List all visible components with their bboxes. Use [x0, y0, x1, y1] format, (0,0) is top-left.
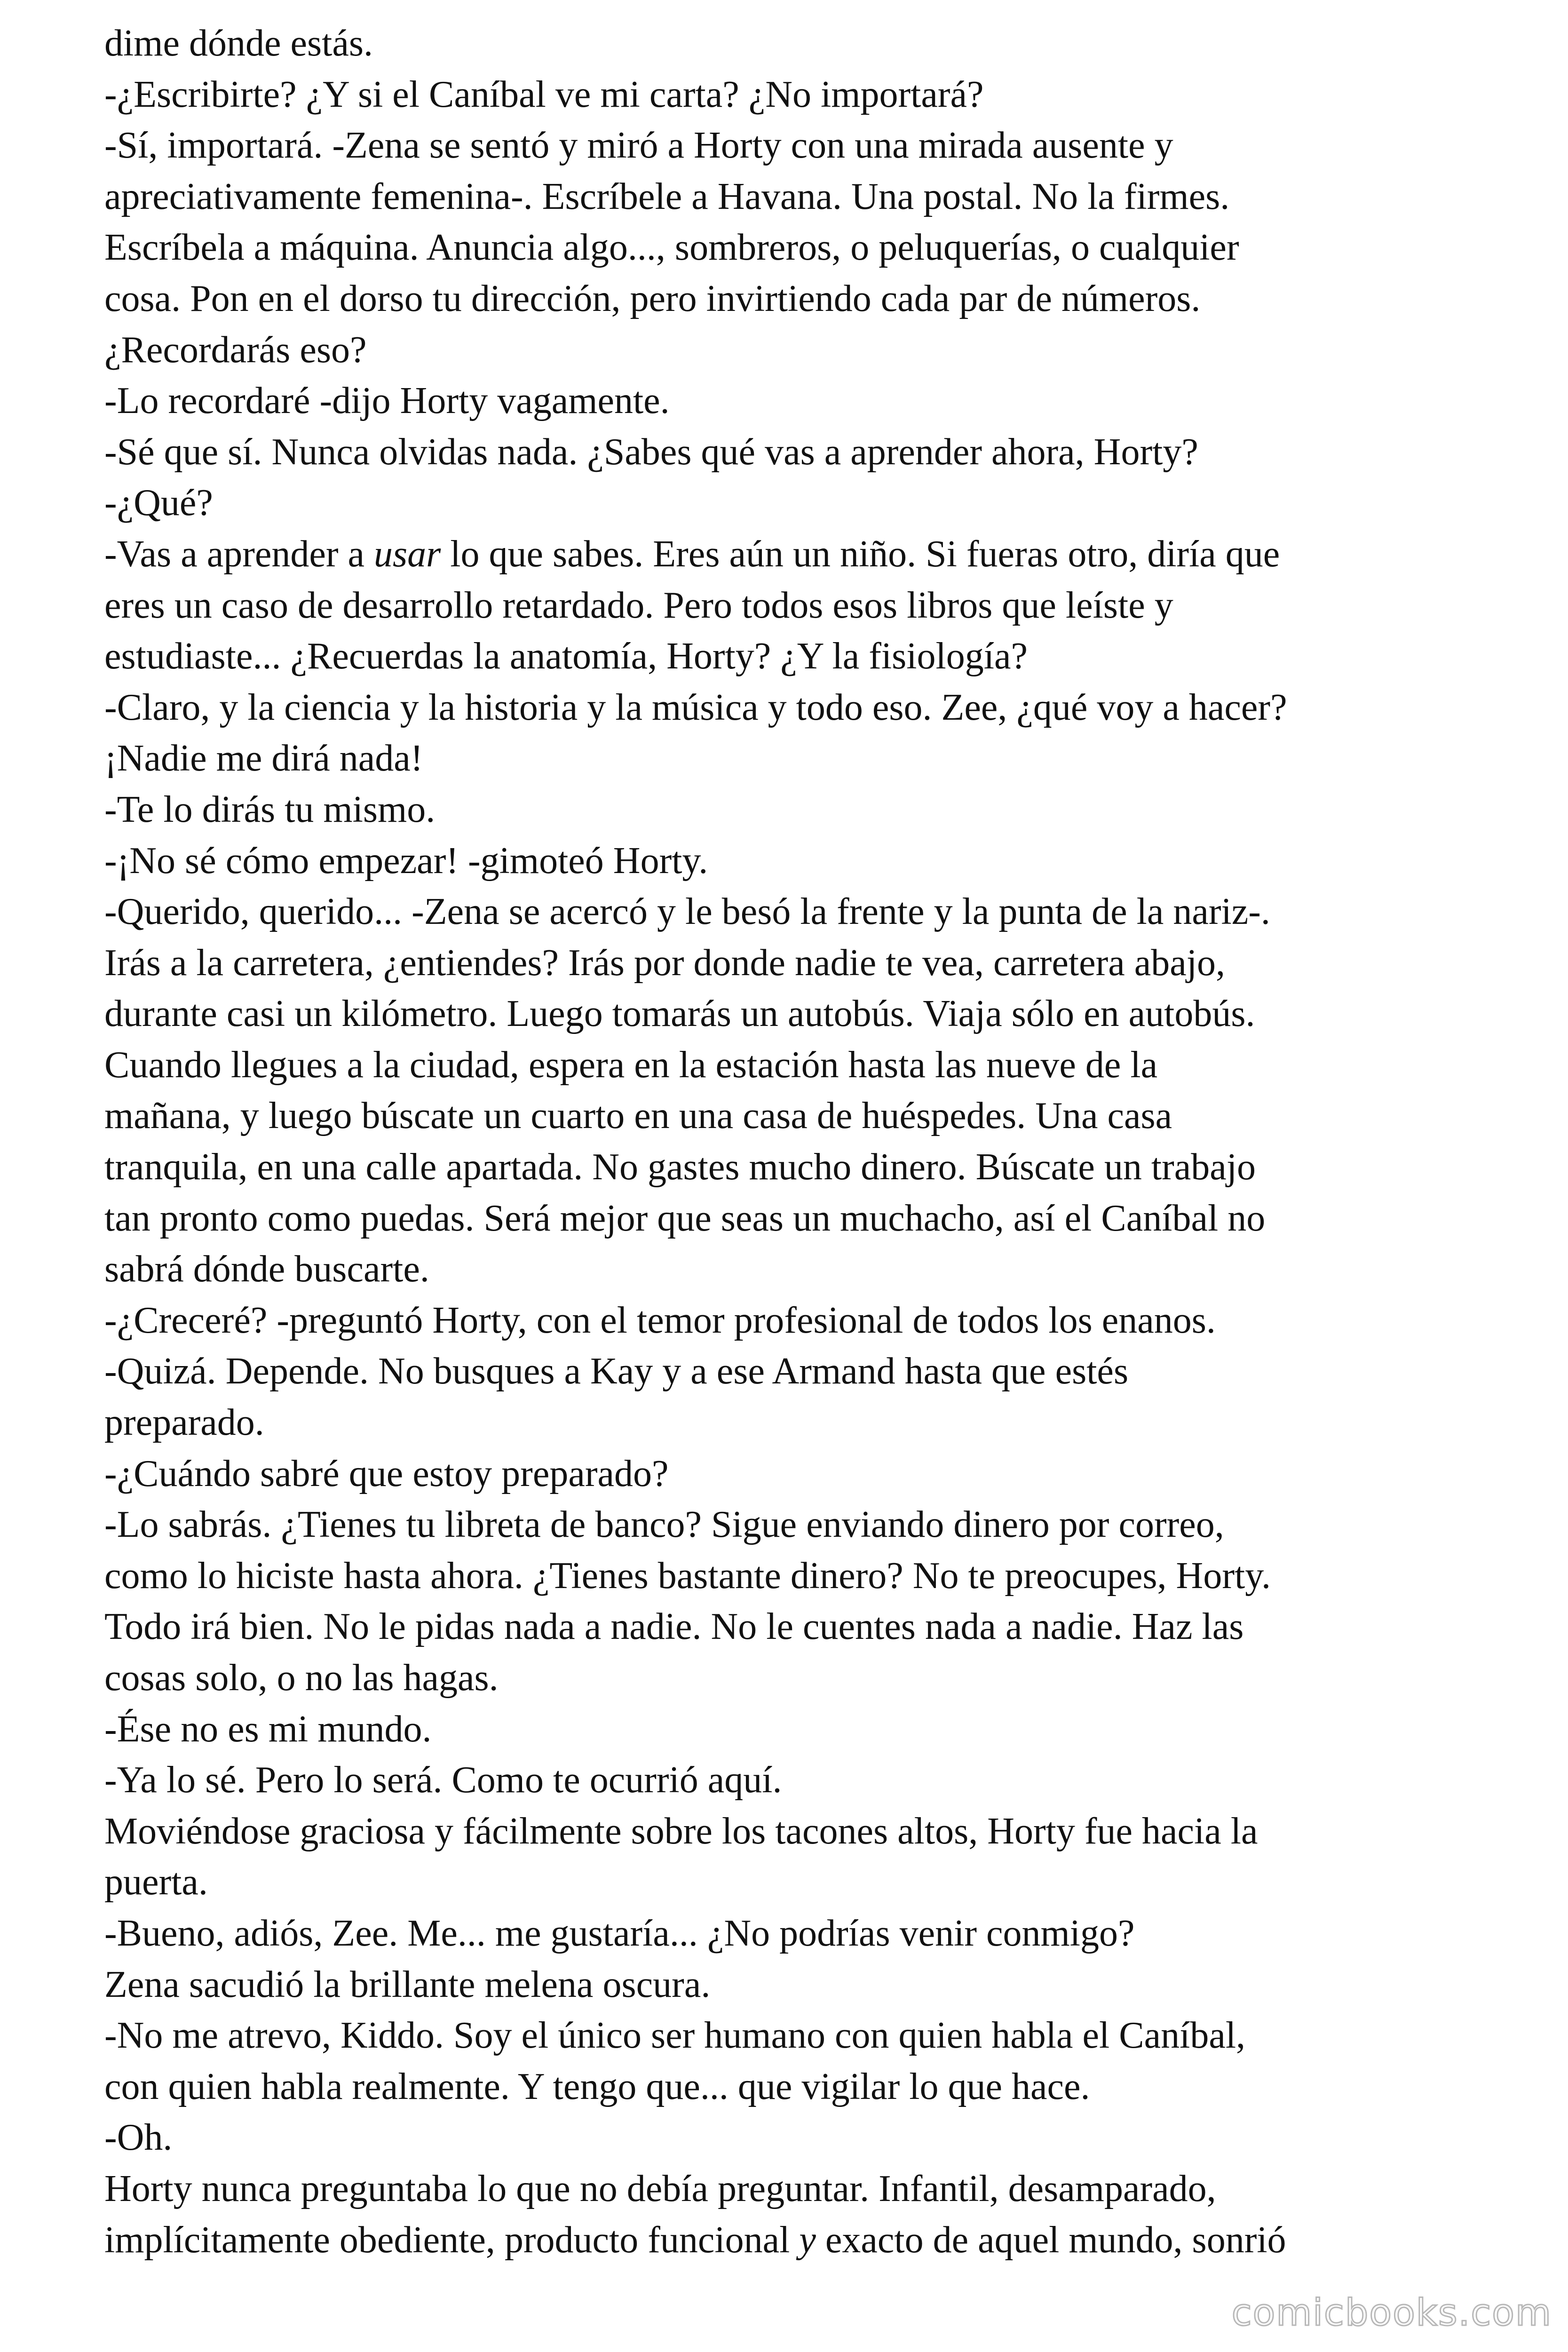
text-segment: -Sé que sí. Nunca olvidas nada. ¿Sabes qué vas a aprender ahora, Horty? — [104, 431, 1198, 473]
text-segment: ¿Recordarás eso? — [104, 329, 367, 371]
text-line — [104, 1499, 1525, 1550]
text-line — [104, 2061, 1525, 2113]
text-segment: exacto de aquel mundo, sonrió — [816, 2219, 1286, 2261]
text-line — [104, 1448, 1525, 1500]
text-line — [104, 784, 1525, 835]
text-segment: -Claro, y la ciencia y la historia y la música y todo eso. Zee, ¿qué voy a hacer? — [104, 686, 1287, 728]
text-line — [104, 835, 1525, 887]
text-line — [104, 1857, 1525, 1908]
watermark: comicbooks.com — [1231, 2292, 1552, 2334]
text-line — [104, 580, 1525, 631]
text-segment: -No me atrevo, Kiddo. Soy el único ser humano con quien habla el Caníbal, — [104, 2015, 1246, 2057]
text-line — [104, 18, 1525, 69]
text-line — [104, 1397, 1525, 1448]
text-segment: mañana, y luego búscate un cuarto en una casa de huéspedes. Una casa — [104, 1095, 1172, 1137]
text-line — [104, 1601, 1525, 1653]
text-segment: -Vas a aprender a — [104, 533, 374, 575]
text-segment: Cuando llegues a la ciudad, espera en la estación hasta las nueve de la — [104, 1044, 1158, 1086]
italic-text: y — [799, 2219, 816, 2261]
text-segment: apreciativamente femenina-. Escríbele a Havana. Una postal. No la firmes. — [104, 175, 1230, 217]
text-segment: Moviéndose graciosa y fácilmente sobre los tacones altos, Horty fue hacia la — [104, 1810, 1258, 1852]
text-line — [104, 1959, 1525, 2010]
text-segment: -Bueno, adiós, Zee. Me... me gustaría... ¿No podrías venir conmigo? — [104, 1912, 1135, 1954]
text-line — [104, 2112, 1525, 2163]
text-segment: -¿Qué? — [104, 482, 213, 524]
text-segment: ¡Nadie me dirá nada! — [104, 738, 423, 779]
text-segment: Zena sacudió la brillante melena oscura. — [104, 1963, 711, 2005]
body-text — [104, 18, 1525, 2265]
text-segment: -Oh. — [104, 2117, 173, 2159]
text-segment: -Lo recordaré -dijo Horty vagamente. — [104, 380, 670, 422]
text-segment: sabrá dónde buscarte. — [104, 1248, 429, 1290]
text-line — [104, 682, 1525, 733]
text-segment: con quien habla realmente. Y tengo que... que vigilar lo que hace. — [104, 2066, 1090, 2107]
text-line — [104, 69, 1525, 120]
text-segment: Escríbela a máquina. Anuncia algo..., sombreros, o peluquerías, o cualquier — [104, 227, 1239, 269]
text-line — [104, 171, 1525, 222]
text-segment: -Te lo dirás tu mismo. — [104, 788, 436, 830]
text-line — [104, 631, 1525, 682]
text-line — [104, 1193, 1525, 1244]
text-line — [104, 1040, 1525, 1091]
text-line — [104, 427, 1525, 478]
text-line — [104, 1704, 1525, 1755]
text-line — [104, 1653, 1525, 1704]
text-line — [104, 325, 1525, 376]
text-segment: implícitamente obediente, producto funcional — [104, 2219, 800, 2261]
text-segment: dime dónde estás. — [104, 23, 373, 64]
text-segment: Irás a la carretera, ¿entiendes? Irás por donde nadie te vea, carretera abajo, — [104, 942, 1225, 984]
text-segment: Todo irá bien. No le pidas nada a nadie. No le cuentes nada a nadie. Haz las — [104, 1606, 1244, 1648]
text-line — [104, 1244, 1525, 1295]
text-line — [104, 733, 1525, 784]
text-segment: lo que sabes. Eres aún un niño. Si fueras otro, diría que — [441, 533, 1280, 575]
text-segment: durante casi un kilómetro. Luego tomarás un autobús. Viaja sólo en autobús. — [104, 993, 1255, 1035]
text-segment: estudiaste... ¿Recuerdas la anatomía, Horty? ¿Y la fisiología? — [104, 636, 1028, 677]
text-line — [104, 273, 1525, 325]
text-line — [104, 2010, 1525, 2061]
text-segment: -Sí, importará. -Zena se sentó y miró a Horty con una mirada ausente y — [104, 125, 1173, 167]
text-segment: eres un caso de desarrollo retardado. Pero todos esos libros que leíste y — [104, 584, 1173, 626]
text-segment: -¡No sé cómo empezar! -gimoteó Horty. — [104, 840, 708, 882]
text-segment: -¿Escribirte? ¿Y si el Caníbal ve mi carta? ¿No importará? — [104, 73, 984, 115]
text-line — [104, 477, 1525, 529]
text-line — [104, 938, 1525, 989]
text-segment: -Querido, querido... -Zena se acercó y le besó la frente y la punta de la nariz-. — [104, 891, 1270, 933]
text-line — [104, 1295, 1525, 1346]
text-line — [104, 375, 1525, 427]
text-line — [104, 222, 1525, 273]
text-segment: -¿Cuándo sabré que estoy preparado? — [104, 1453, 669, 1494]
text-segment: -Quizá. Depende. No busques a Kay y a ese Armand hasta que estés — [104, 1351, 1129, 1392]
text-line — [104, 529, 1525, 580]
text-segment: preparado. — [104, 1402, 264, 1444]
text-segment: cosas solo, o no las hagas. — [104, 1657, 499, 1699]
text-line — [104, 1142, 1525, 1193]
text-segment: cosa. Pon en el dorso tu dirección, pero invirtiendo cada par de números. — [104, 278, 1201, 319]
text-segment: puerta. — [104, 1861, 208, 1903]
text-line — [104, 886, 1525, 938]
text-line — [104, 2163, 1525, 2215]
text-segment: -Ya lo sé. Pero lo será. Como te ocurrió aquí. — [104, 1759, 782, 1801]
text-line — [104, 1908, 1525, 1959]
text-segment: tranquila, en una calle apartada. No gastes mucho dinero. Búscate un trabajo — [104, 1146, 1256, 1188]
text-segment: como lo hiciste hasta ahora. ¿Tienes bastante dinero? No te preocupes, Horty. — [104, 1555, 1271, 1597]
text-segment: tan pronto como puedas. Será mejor que seas un muchacho, así el Caníbal no — [104, 1197, 1266, 1239]
text-line — [104, 1755, 1525, 1806]
text-line — [104, 2215, 1525, 2266]
text-line — [104, 120, 1525, 171]
italic-text: usar — [374, 533, 441, 575]
text-line — [104, 1346, 1525, 1397]
text-line — [104, 1550, 1525, 1602]
text-segment: -Lo sabrás. ¿Tienes tu libreta de banco? Sigue enviando dinero por correo, — [104, 1504, 1224, 1546]
text-segment: -Ése no es mi mundo. — [104, 1708, 432, 1750]
text-segment: Horty nunca preguntaba lo que no debía preguntar. Infantil, desamparado, — [104, 2168, 1216, 2209]
text-line — [104, 988, 1525, 1040]
text-segment: -¿Creceré? -preguntó Horty, con el temor profesional de todos los enanos. — [104, 1299, 1216, 1341]
text-line — [104, 1090, 1525, 1142]
text-line — [104, 1806, 1525, 1857]
